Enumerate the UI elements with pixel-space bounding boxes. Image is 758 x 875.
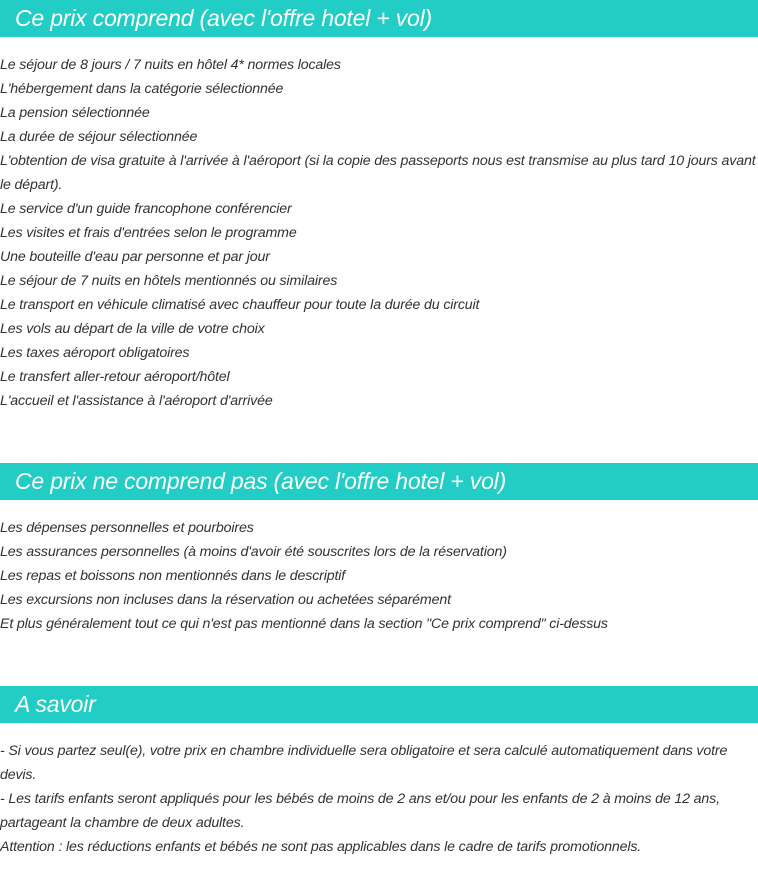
section-title-not-included: Ce prix ne comprend pas (avec l'offre hotel + vol) [0, 463, 758, 500]
list-item: Le transfert aller-retour aéroport/hôtel [0, 369, 230, 385]
list-item: Les assurances personnelles (à moins d'avoir été souscrites lors de la réservation) [0, 544, 507, 560]
list-item: Les vols au départ de la ville de votre choix [0, 321, 265, 337]
list-item: L'accueil et l'assistance à l'aéroport d'arrivée [0, 393, 273, 409]
good-to-know-list [0, 739, 758, 859]
list-item: Les visites et frais d'entrées selon le programme [0, 225, 297, 241]
list-item: Et plus généralement tout ce qui n'est pas mentionné dans la section "Ce prix comprend" ci-dessus [0, 616, 608, 632]
list-item: La durée de séjour sélectionnée [0, 129, 198, 145]
list-item: L'obtention de visa gratuite à l'arrivée à l'aéroport (si la copie des passeports nous est transmise au plus tard 10 jours avant le départ). [0, 153, 756, 193]
section-title-good-to-know: A savoir [0, 686, 758, 723]
section-title-included: Ce prix comprend (avec l'offre hotel + vol) [0, 0, 758, 37]
list-item: Les dépenses personnelles et pourboires [0, 520, 254, 536]
included-list [0, 53, 758, 413]
list-item: La pension sélectionnée [0, 105, 150, 121]
list-item: Le séjour de 8 jours / 7 nuits en hôtel 4* normes locales [0, 57, 341, 73]
list-item: Une bouteille d'eau par personne et par jour [0, 249, 270, 265]
list-item: Le séjour de 7 nuits en hôtels mentionnés ou similaires [0, 273, 338, 289]
list-item: Le transport en véhicule climatisé avec chauffeur pour toute la durée du circuit [0, 297, 480, 313]
list-item: Attention : les réductions enfants et bébés ne sont pas applicables dans le cadre de tarifs promotionnels. [0, 839, 642, 855]
not-included-list [0, 516, 758, 636]
list-item: Le service d'un guide francophone conférencier [0, 201, 292, 217]
list-item: Les repas et boissons non mentionnés dans le descriptif [0, 568, 346, 584]
list-item: L'hébergement dans la catégorie sélectionnée [0, 81, 284, 97]
list-item: Les excursions non incluses dans la réservation ou achetées séparément [0, 592, 451, 608]
list-item: - Si vous partez seul(e), votre prix en chambre individuelle sera obligatoire et sera calculé automatiquement dans votre devis. [0, 743, 728, 783]
list-item: - Les tarifs enfants seront appliqués pour les bébés de moins de 2 ans et/ou pour les enfants de 2 à moins de 12 ans, partageant la chambre de deux adultes. [0, 791, 720, 831]
list-item: Les taxes aéroport obligatoires [0, 345, 190, 361]
